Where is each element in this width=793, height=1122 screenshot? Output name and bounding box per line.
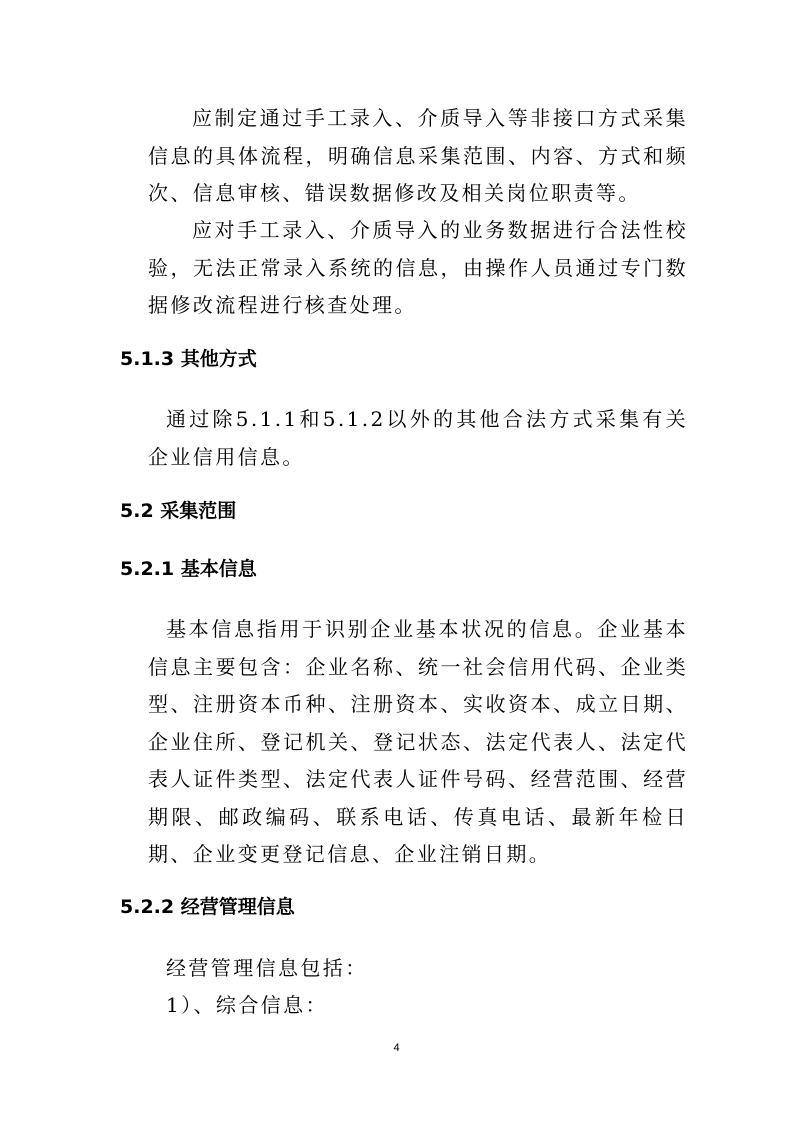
paragraph-management-info-intro: 经营管理信息包括：: [166, 956, 368, 980]
heading-5-2-1: 5.2.1 基本信息: [120, 558, 257, 580]
heading-5-2: 5.2 采集范围: [120, 500, 237, 522]
heading-5-2-2: 5.2.2 经营管理信息: [120, 896, 295, 918]
heading-5-1-3: 5.1.3 其他方式: [120, 348, 257, 370]
paragraph-manual-entry-process: 应制定通过手工录入、介质导入等非接口方式采集信息的具体流程，明确信息采集范围、内容、方式和频次、信息审核、错误数据修改及相关岗位职责等。: [148, 106, 688, 205]
paragraph-other-methods: 通过除5.1.1和5.1.2以外的其他合法方式采集有关企业信用信息。: [148, 407, 688, 469]
paragraph-validation: 应对手工录入、介质导入的业务数据进行合法性校验，无法正常录入系统的信息，由操作人员通过专门数据修改流程进行核查处理。: [148, 218, 688, 317]
list-item-general-info: 1）、综合信息：: [166, 993, 328, 1017]
paragraph-basic-info: 基本信息指用于识别企业基本状况的信息。企业基本信息主要包含：企业名称、统一社会信用代码、企业类型、注册资本币种、注册资本、实收资本、成立日期、企业住所、登记机关、登记状态、法定代表人、法定代表人证件类型、法定代表人证件号码、经营范围、经营期限、邮政编码、联系电话、传真电话、最新年检日期、企业变更登记信息、企业注销日期。: [148, 617, 688, 866]
page-number: 4: [393, 1042, 400, 1054]
